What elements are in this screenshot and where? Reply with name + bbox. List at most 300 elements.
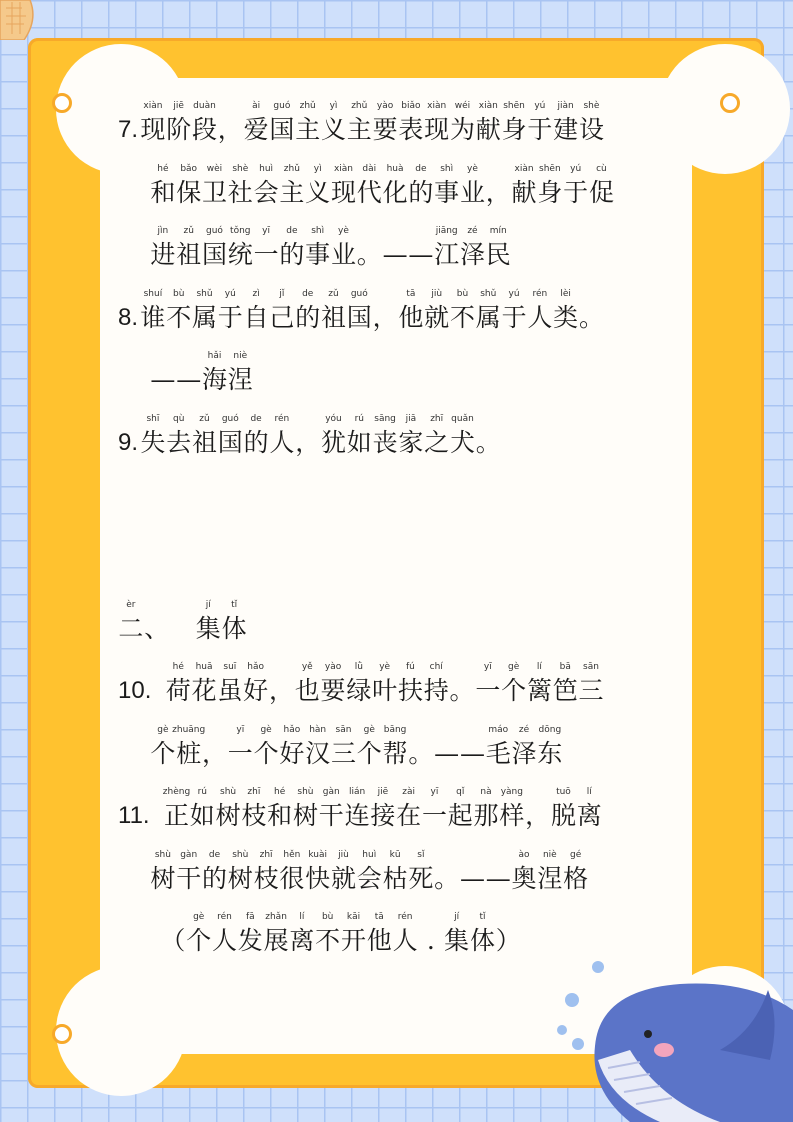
hanzi-char: 持 chí bbox=[423, 662, 449, 705]
pinyin-label: hǎi bbox=[207, 351, 222, 361]
hanzi-char: 泽 zé bbox=[459, 226, 485, 269]
pinyin-label: shēn bbox=[503, 101, 525, 111]
hanzi-char: 失 shī bbox=[140, 414, 166, 457]
hanzi-char: 绿 lǜ bbox=[346, 662, 372, 705]
pinyin-label: hé bbox=[274, 787, 286, 797]
pinyin-label: de bbox=[302, 289, 314, 299]
pinyin-label: shī bbox=[146, 414, 160, 424]
hanzi-char: 献 xiàn bbox=[475, 101, 501, 144]
pinyin-label: chí bbox=[429, 662, 443, 672]
pinyin-label: dài bbox=[362, 164, 377, 174]
pinyin-label: tā bbox=[406, 289, 416, 299]
hanzi-char: 连 lián bbox=[344, 787, 370, 830]
pinyin-label: shù bbox=[297, 787, 314, 797]
pinyin-label: shuí bbox=[143, 289, 163, 299]
pinyin-label: zǔ bbox=[199, 414, 210, 424]
hanzi-char: 。 bbox=[356, 240, 382, 269]
hanzi-char: — bbox=[459, 864, 485, 893]
item-number: 10. bbox=[118, 677, 152, 704]
hanzi-char: 开 kāi bbox=[340, 912, 366, 955]
hanzi-char: 在 zài bbox=[396, 787, 422, 830]
hanzi-char: 树 shù bbox=[215, 787, 241, 830]
hanzi-char: 。 bbox=[475, 428, 501, 457]
pinyin-label: yī bbox=[236, 725, 245, 735]
hanzi-char: 业 yè bbox=[330, 226, 356, 269]
pinyin-label: lí bbox=[536, 662, 542, 672]
hanzi-char: ， bbox=[485, 178, 511, 207]
hanzi-char: 的 de bbox=[201, 850, 227, 893]
pinyin-label: de bbox=[208, 850, 221, 860]
pinyin-label: zhuāng bbox=[172, 725, 206, 735]
hanzi-char: ， bbox=[525, 801, 551, 830]
hanzi-char: 现 xiàn bbox=[424, 101, 450, 144]
hanzi-char: 。 bbox=[408, 739, 434, 768]
hanzi-char: 篱 lí bbox=[526, 662, 552, 705]
hanzi-char: — bbox=[459, 739, 485, 768]
hanzi-char: 的 de bbox=[279, 226, 305, 269]
hanzi-char: 也 yě bbox=[294, 662, 320, 705]
hanzi-char: 于 yú bbox=[501, 289, 527, 332]
hanzi-char: 卫 wèi bbox=[201, 164, 227, 207]
hanzi-char: 人 rén bbox=[211, 912, 237, 955]
text-line bbox=[118, 662, 604, 705]
pinyin-label: bā bbox=[559, 662, 571, 672]
pinyin-label: huā bbox=[195, 662, 213, 672]
pinyin-label: yào bbox=[324, 662, 342, 672]
hanzi-char: 建 jiàn bbox=[553, 101, 579, 144]
pinyin-label: lǜ bbox=[354, 662, 363, 672]
hanzi-char: 类 lèi bbox=[553, 289, 579, 332]
text-line bbox=[160, 912, 521, 955]
hanzi-char: 爱 ài bbox=[243, 101, 269, 144]
hanzi-char: 犹 yóu bbox=[320, 414, 346, 457]
pinyin-label: hàn bbox=[309, 725, 327, 735]
pinyin-label: guó bbox=[221, 414, 239, 424]
pinyin-label: ào bbox=[518, 850, 530, 860]
pinyin-label: gè bbox=[260, 725, 272, 735]
hanzi-char: 虽 suī bbox=[217, 662, 243, 705]
hanzi-char: 离 lí bbox=[289, 912, 315, 955]
pinyin-label: yě bbox=[301, 662, 313, 672]
hanzi-char: 脱 tuō bbox=[550, 787, 576, 830]
pinyin-label: yè bbox=[467, 164, 478, 174]
hanzi-char: 的 de bbox=[243, 414, 269, 457]
pinyin-label: kuài bbox=[308, 850, 327, 860]
hanzi-char: 献 xiàn bbox=[511, 164, 537, 207]
pinyin-label: de bbox=[286, 226, 298, 236]
hanzi-char: 保 bǎo bbox=[176, 164, 202, 207]
pinyin-label: bù bbox=[321, 912, 334, 922]
hanzi-char: ） bbox=[495, 926, 521, 955]
text-line bbox=[118, 600, 247, 643]
hanzi-char: 花 huā bbox=[191, 662, 217, 705]
pinyin-label: mín bbox=[489, 226, 507, 236]
pinyin-label: shēn bbox=[539, 164, 561, 174]
pinyin-label: yì bbox=[329, 101, 338, 111]
pinyin-label: hǎo bbox=[283, 725, 301, 735]
hanzi-char: 国 guó bbox=[201, 226, 227, 269]
pinyin-label: èr bbox=[126, 600, 136, 610]
text-line bbox=[150, 351, 253, 394]
item-number: 9. bbox=[118, 429, 139, 456]
hanzi-char: — bbox=[150, 365, 176, 394]
pinyin-label: yú bbox=[570, 164, 582, 174]
pinyin-label: gè bbox=[508, 662, 520, 672]
hanzi-char: 义 yì bbox=[320, 101, 346, 144]
hanzi-char: 样 yàng bbox=[499, 787, 525, 830]
pinyin-label: lí bbox=[299, 912, 305, 922]
pinyin-label: biǎo bbox=[401, 101, 421, 111]
hanzi-char: ， bbox=[217, 115, 243, 144]
hanzi-char: 业 yè bbox=[459, 164, 485, 207]
text-line bbox=[118, 101, 604, 144]
text-line bbox=[150, 850, 589, 893]
hanzi-char: 树 shù bbox=[292, 787, 318, 830]
hanzi-char: 的 de bbox=[408, 164, 434, 207]
pinyin-label: kāi bbox=[346, 912, 361, 922]
pinyin-label: xiàn bbox=[427, 101, 447, 111]
pinyin-label: yī bbox=[430, 787, 439, 797]
hanzi-char: 社 shè bbox=[227, 164, 253, 207]
pinyin-label: gàn bbox=[180, 850, 198, 860]
hanzi-char: 快 kuài bbox=[305, 850, 331, 893]
hanzi-char: 阶 jiē bbox=[166, 101, 192, 144]
hanzi-char: 不 bù bbox=[166, 289, 192, 332]
pinyin-label: huì bbox=[259, 164, 274, 174]
hanzi-char: 集 jí bbox=[195, 600, 221, 643]
hanzi-char: 之 zhī bbox=[424, 414, 450, 457]
hanzi-char: 展 zhǎn bbox=[263, 912, 289, 955]
pinyin-label: xiàn bbox=[333, 164, 353, 174]
pinyin-label: lèi bbox=[560, 289, 571, 299]
hanzi-char: 于 yú bbox=[527, 101, 553, 144]
hanzi-char: 一 yī bbox=[421, 787, 447, 830]
pinyin-label: shè bbox=[583, 101, 600, 111]
hanzi-char: 发 fā bbox=[237, 912, 263, 955]
hanzi-char: 他 tā bbox=[366, 912, 392, 955]
hanzi-char: 三 sān bbox=[330, 725, 356, 768]
hanzi-char: 事 shì bbox=[305, 226, 331, 269]
pinyin-label: bāng bbox=[383, 725, 407, 735]
pinyin-label: yú bbox=[224, 289, 236, 299]
hanzi-char: 义 yì bbox=[305, 164, 331, 207]
pinyin-label: shì bbox=[440, 164, 454, 174]
hanzi-char: 叶 yè bbox=[372, 662, 398, 705]
hanzi-char: 主 zhǔ bbox=[346, 101, 372, 144]
pinyin-label: sān bbox=[583, 662, 599, 672]
hanzi-char: 表 biǎo bbox=[398, 101, 424, 144]
hanzi-char: 接 jiē bbox=[370, 787, 396, 830]
pinyin-label: wèi bbox=[206, 164, 223, 174]
hanzi-char: 段 duàn bbox=[192, 101, 218, 144]
hanzi-char: 如 rú bbox=[189, 787, 215, 830]
pinyin-label: jiā bbox=[405, 414, 417, 424]
pinyin-label: zǔ bbox=[328, 289, 339, 299]
pinyin-label: yú bbox=[534, 101, 546, 111]
hanzi-char: 身 shēn bbox=[537, 164, 563, 207]
pinyin-label: yóu bbox=[325, 414, 342, 424]
pinyin-label: qù bbox=[172, 414, 185, 424]
hanzi-char: 枯 kū bbox=[382, 850, 408, 893]
hanzi-char: 死 sǐ bbox=[408, 850, 434, 893]
pinyin-label: jiàn bbox=[557, 101, 574, 111]
hanzi-char: 二 èr bbox=[118, 600, 144, 643]
hanzi-char: 体 tǐ bbox=[221, 600, 247, 643]
hanzi-char: 现 xiàn bbox=[330, 164, 356, 207]
pinyin-label: hé bbox=[157, 164, 169, 174]
hanzi-char: 要 yào bbox=[372, 101, 398, 144]
hanzi-char: — bbox=[434, 739, 460, 768]
hanzi-char: 国 guó bbox=[217, 414, 243, 457]
pinyin-label: zhǔ bbox=[283, 164, 300, 174]
hanzi-char: 江 jiāng bbox=[434, 226, 460, 269]
pinyin-label: yī bbox=[262, 226, 270, 236]
hanzi-char: 己 jǐ bbox=[269, 289, 295, 332]
pinyin-label: jǐ bbox=[279, 289, 285, 299]
hanzi-char: 。 bbox=[578, 303, 604, 332]
hanzi-char: 国 guó bbox=[269, 101, 295, 144]
hanzi-char: 三 sān bbox=[578, 662, 604, 705]
pinyin-label: fú bbox=[406, 662, 415, 672]
pinyin-label: jiù bbox=[338, 850, 349, 860]
pinyin-label: jiāng bbox=[435, 226, 458, 236]
pinyin-label: rú bbox=[354, 414, 364, 424]
pinyin-label: gè bbox=[193, 912, 205, 922]
hanzi-char: 于 yú bbox=[217, 289, 243, 332]
text-line bbox=[118, 289, 604, 332]
hanzi-char: 涅 niè bbox=[227, 351, 253, 394]
hanzi-char: 个 gè bbox=[253, 725, 279, 768]
pinyin-label: hǎo bbox=[247, 662, 265, 672]
hanzi-char: ， bbox=[372, 303, 398, 332]
hanzi-char: 现 xiàn bbox=[140, 101, 166, 144]
pinyin-label: rén bbox=[217, 912, 232, 922]
hanzi-char: 家 jiā bbox=[398, 414, 424, 457]
hanzi-char: ， bbox=[201, 739, 227, 768]
hanzi-char: 涅 niè bbox=[537, 850, 563, 893]
text-line bbox=[118, 414, 501, 457]
hanzi-char: 汉 hàn bbox=[305, 725, 331, 768]
pinyin-label: zhī bbox=[259, 850, 273, 860]
hanzi-char: 促 cù bbox=[588, 164, 614, 207]
pinyin-label: lí bbox=[586, 787, 592, 797]
hanzi-char: 犬 quǎn bbox=[449, 414, 475, 457]
hanzi-char: 进 jìn bbox=[150, 226, 176, 269]
hanzi-char: 属 shǔ bbox=[475, 289, 501, 332]
hanzi-char: 很 hěn bbox=[279, 850, 305, 893]
hanzi-char: — bbox=[382, 240, 408, 269]
pinyin-label: shù bbox=[232, 850, 249, 860]
pinyin-label: gé bbox=[570, 850, 582, 860]
hanzi-char: 祖 zǔ bbox=[320, 289, 346, 332]
hanzi-char: 毛 máo bbox=[485, 725, 511, 768]
hanzi-char: 和 hé bbox=[267, 787, 293, 830]
hanzi-char: 设 shè bbox=[578, 101, 604, 144]
hanzi-char: 就 jiù bbox=[424, 289, 450, 332]
pinyin-label: shì bbox=[311, 226, 325, 236]
hanzi-char: 东 dōng bbox=[537, 725, 563, 768]
whale-illustration bbox=[540, 950, 793, 1122]
pinyin-label: cù bbox=[596, 164, 607, 174]
pinyin-label: de bbox=[250, 414, 262, 424]
pinyin-label: bǎo bbox=[180, 164, 198, 174]
pinyin-label: zì bbox=[252, 289, 260, 299]
item-number: 7. bbox=[118, 116, 139, 143]
hanzi-char: 离 lí bbox=[576, 787, 602, 830]
hanzi-char: 起 qǐ bbox=[447, 787, 473, 830]
hanzi-char: 化 huà bbox=[382, 164, 408, 207]
pinyin-label: dōng bbox=[538, 725, 562, 735]
pinyin-label: hěn bbox=[283, 850, 301, 860]
pinyin-label: sǐ bbox=[417, 850, 425, 860]
pinyin-label: rén bbox=[397, 912, 413, 922]
hanzi-char: 扶 fú bbox=[397, 662, 423, 705]
pinyin-label: rén bbox=[274, 414, 290, 424]
hanzi-char: 去 qù bbox=[166, 414, 192, 457]
pinyin-label: sāng bbox=[374, 414, 396, 424]
hanzi-char: — bbox=[408, 240, 434, 269]
pinyin-label: rú bbox=[197, 787, 207, 797]
pinyin-label: bù bbox=[456, 289, 469, 299]
hanzi-char: — bbox=[485, 864, 511, 893]
hanzi-char: 个 gè bbox=[356, 725, 382, 768]
hanzi-char: 属 shǔ bbox=[192, 289, 218, 332]
hanzi-char: 人 rén bbox=[392, 912, 418, 955]
hanzi-char: 主 zhǔ bbox=[295, 101, 321, 144]
hanzi-char: 好 hǎo bbox=[279, 725, 305, 768]
pinyin-label: suī bbox=[223, 662, 237, 672]
pinyin-label: zé bbox=[518, 725, 530, 735]
hanzi-char: 统 tǒng bbox=[227, 226, 253, 269]
hanzi-char: 帮 bāng bbox=[382, 725, 408, 768]
pinyin-label: de bbox=[415, 164, 427, 174]
pinyin-label: tuō bbox=[556, 787, 571, 797]
hanzi-char: 要 yào bbox=[320, 662, 346, 705]
hanzi-char: 正 zhèng bbox=[162, 787, 191, 830]
pinyin-label: qǐ bbox=[456, 787, 465, 797]
hanzi-char: （ bbox=[160, 926, 186, 955]
hanzi-char: 国 guó bbox=[346, 289, 372, 332]
hanzi-char: 主 zhǔ bbox=[279, 164, 305, 207]
hanzi-char: 树 shù bbox=[227, 850, 253, 893]
hanzi-char: 自 zì bbox=[243, 289, 269, 332]
hanzi-char: 一 yī bbox=[227, 725, 253, 768]
hanzi-char: 为 wéi bbox=[449, 101, 475, 144]
pinyin-label: yè bbox=[338, 226, 349, 236]
pinyin-label: zǔ bbox=[183, 226, 194, 236]
pinyin-label: xiàn bbox=[514, 164, 534, 174]
pinyin-label: huì bbox=[362, 850, 377, 860]
pinyin-label: jiē bbox=[173, 101, 184, 111]
hanzi-char: 桩 zhuāng bbox=[172, 725, 206, 768]
pinyin-label: jìn bbox=[157, 226, 169, 236]
hanzi-char: 会 huì bbox=[253, 164, 279, 207]
hanzi-char: 一 yī bbox=[253, 226, 279, 269]
hanzi-char: 树 shù bbox=[150, 850, 176, 893]
hanzi-char: 于 yú bbox=[563, 164, 589, 207]
pinyin-label: zhī bbox=[430, 414, 444, 424]
item-number: 8. bbox=[118, 304, 139, 331]
pinyin-label: niè bbox=[542, 850, 557, 860]
pinyin-label: tā bbox=[374, 912, 384, 922]
pinyin-label: máo bbox=[488, 725, 509, 735]
pinyin-label: tǐ bbox=[231, 600, 238, 610]
pinyin-label: zhǔ bbox=[299, 101, 316, 111]
hanzi-char: 会 huì bbox=[356, 850, 382, 893]
hanzi-char: 干 gàn bbox=[318, 787, 344, 830]
pinyin-label: zhǎn bbox=[265, 912, 287, 922]
hanzi-char: 他 tā bbox=[398, 289, 424, 332]
pinyin-label: zhī bbox=[247, 787, 261, 797]
pinyin-label: shǔ bbox=[480, 289, 497, 299]
hanzi-char: 体 tǐ bbox=[469, 912, 495, 955]
pinyin-label: yú bbox=[508, 289, 520, 299]
pinyin-label: shǔ bbox=[196, 289, 213, 299]
hanzi-char: 的 de bbox=[295, 289, 321, 332]
pinyin-label: quǎn bbox=[451, 414, 474, 424]
hanzi-char: 就 jiù bbox=[330, 850, 356, 893]
pinyin-label: bù bbox=[172, 289, 185, 299]
pinyin-label: tǒng bbox=[230, 226, 251, 236]
hanzi-char: 祖 zǔ bbox=[176, 226, 202, 269]
hanzi-char: ， bbox=[295, 428, 321, 457]
pinyin-label: shù bbox=[220, 787, 237, 797]
hanzi-char: 个 gè bbox=[150, 725, 176, 768]
hanzi-char: 泽 zé bbox=[511, 725, 537, 768]
hanzi-char: 集 jí bbox=[444, 912, 470, 955]
pinyin-label: tǐ bbox=[479, 912, 486, 922]
item-number: 11. bbox=[118, 802, 150, 829]
text-line bbox=[150, 725, 563, 768]
hanzi-char: 丧 sāng bbox=[372, 414, 398, 457]
hanzi-char: . bbox=[426, 926, 435, 955]
pinyin-label: zé bbox=[467, 226, 478, 236]
pinyin-label: xiàn bbox=[143, 101, 163, 111]
hanzi-char: 好 hǎo bbox=[243, 662, 269, 705]
pinyin-label: jí bbox=[205, 600, 211, 610]
text-line bbox=[118, 787, 602, 830]
hanzi-char: 祖 zǔ bbox=[192, 414, 218, 457]
hanzi-char: 荷 hé bbox=[165, 662, 191, 705]
pinyin-label: rén bbox=[532, 289, 548, 299]
hanzi-char: 和 hé bbox=[150, 164, 176, 207]
hanzi-char: 身 shēn bbox=[501, 101, 527, 144]
hanzi-char: 。 bbox=[434, 864, 460, 893]
pinyin-label: jiù bbox=[431, 289, 443, 299]
pinyin-label: guó bbox=[273, 101, 291, 111]
pinyin-label: yì bbox=[313, 164, 322, 174]
hanzi-char: 格 gé bbox=[563, 850, 589, 893]
pinyin-label: guó bbox=[206, 226, 223, 236]
hanzi-char: 个 gè bbox=[186, 912, 212, 955]
pinyin-label: wéi bbox=[454, 101, 471, 111]
pinyin-label: nà bbox=[480, 787, 492, 797]
hanzi-char: 。 bbox=[449, 676, 475, 705]
hanzi-char: 个 gè bbox=[501, 662, 527, 705]
pinyin-label: shù bbox=[154, 850, 171, 860]
pinyin-label: gàn bbox=[322, 787, 340, 797]
pinyin-label: gè bbox=[157, 725, 169, 735]
hanzi-char: 干 gàn bbox=[176, 850, 202, 893]
hanzi-char: 笆 bā bbox=[552, 662, 578, 705]
hanzi-char: 、 bbox=[144, 614, 170, 643]
pinyin-label: niè bbox=[233, 351, 248, 361]
hanzi-char: — bbox=[176, 365, 202, 394]
pinyin-label: yào bbox=[376, 101, 394, 111]
pinyin-label: lián bbox=[348, 787, 366, 797]
hanzi-char: 民 mín bbox=[485, 226, 511, 269]
pinyin-label: ài bbox=[252, 101, 261, 111]
